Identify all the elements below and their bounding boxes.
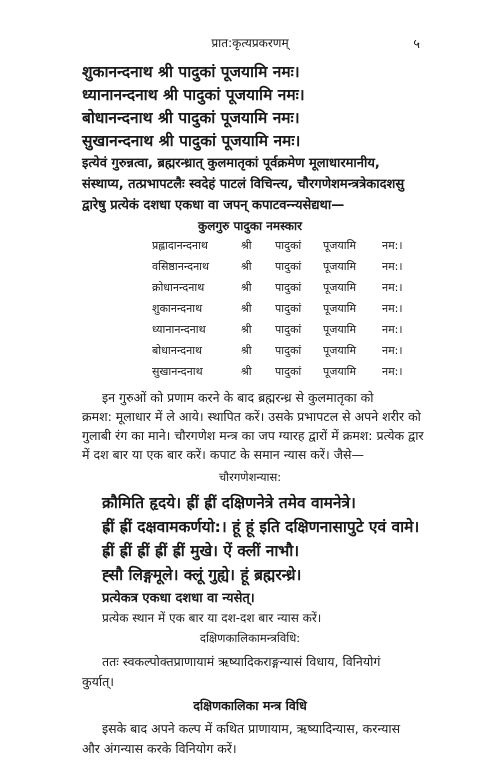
final-line-cont: और अंगन्यास करके विनियोग करें। (82, 741, 237, 756)
top-mantra-line: शुकानन्दनाथ श्री पादुकां पूजयामि नमः। (82, 63, 300, 81)
pratyekatra-line: प्रत्येकत्र एकधा दशधा वा न्यसेत्। (102, 591, 255, 606)
mantra-pujayami: पूजयामि (323, 260, 357, 273)
hindi-paragraph-line: गुलाबी रंग का माने। चौरगणेश मन्त्र का जप ग्यारह द्वारों में क्रमश: प्रत्येक द्वार (82, 428, 424, 443)
dakshinkalika-heading: दक्षिणकालिकामन्त्रविधि: (199, 631, 301, 645)
kulguru-mantra-row (0, 343, 500, 361)
mantra-shri: श्री (241, 260, 252, 273)
mantra-pujayami: पूजयामि (323, 323, 357, 336)
mantra-shri: श्री (241, 281, 252, 294)
page-header (0, 32, 500, 52)
mantra-shri: श्री (241, 323, 252, 336)
mantra-name: वसिष्ठानन्दनाथ (152, 260, 210, 273)
final-line: इसके बाद अपने कल्प में कथित प्राणायाम, ऋष्यादिन्यास, करन्यास (102, 721, 401, 736)
chaurganesh-line: ह्सौ लिङ्गमूले। क्लूं गुह्ये। हूं ब्रह्मरन्ध्रे। (102, 566, 302, 584)
kulguru-mantra-row (0, 259, 500, 277)
mantra-shri: श्री (241, 302, 252, 315)
mantra-paduka: पादुकां (275, 302, 302, 315)
mantra-paduka: पादुकां (275, 365, 302, 378)
mantra-pujayami: पूजयामि (323, 344, 357, 357)
header-title: प्रात:कृत्यप्रकरणम् (211, 36, 289, 50)
chaurganesh-line: ह्रीं ह्रीं दक्षवामकर्णयो:। हूं हूं इति दक्षिणनासापुटे एवं वामे। (102, 518, 420, 536)
chaurganesh-heading: चौरगणेशन्यास: (218, 470, 282, 484)
mantra-namah: नम:। (382, 344, 403, 357)
hindi-paragraph-line: क्रमश: मूलाधार में ले आये। स्थापित करें। उसके प्रभापटल से अपने शरीर को (82, 409, 421, 424)
mantra-pujayami: पूजयामि (323, 281, 357, 294)
mantra-paduka: पादुकां (275, 323, 302, 336)
mantra-paduka: पादुकां (275, 344, 302, 357)
top-mantra-line: सुखानन्दनाथ श्री पादुकां पूजयामि नमः। (82, 132, 301, 150)
mantra-pujayami: पूजयामि (323, 365, 357, 378)
mantra-name: ध्यानानन्दनाथ (152, 323, 206, 336)
top-mantra-line: ध्यानानन्दनाथ श्री पादुकां पूजयामि नमः। (82, 86, 305, 104)
sanskrit-paragraph-line: द्वारेषु प्रत्येकं दशधा एकधा वा जपन् कपाटवन्न्यसेद्यथा— (82, 198, 345, 213)
vidhi-heading: दक्षिणकालिका मन्त्र विधि (193, 698, 307, 713)
mantra-name: क्रोधानन्दनाथ (152, 281, 205, 294)
chaurganesh-line: क्रौमिति हृदये। ह्रीं ह्रीं दक्षिणनेत्रे तमेव वामनेत्रे। (102, 494, 356, 512)
mantra-paduka: पादुकां (275, 239, 302, 252)
sanskrit-paragraph-line: संस्थाप्य, तत्प्रभापटलैः स्वदेहं पाटलं विचिन्त्य, चौरगणेशमन्त्रत्रेकादशसु (82, 177, 405, 192)
mantra-name: सुखानन्दनाथ (152, 365, 203, 378)
mantra-namah: नम:। (382, 281, 403, 294)
kulguru-mantra-row (0, 322, 500, 340)
mantra-namah: नम:। (382, 260, 403, 273)
mantra-shri: श्री (241, 239, 252, 252)
mantra-shri: श्री (241, 344, 252, 357)
tatah-line: ततः स्वकल्पोक्तप्राणायामं ऋष्यादिकराङ्गन्यासं विधाय, विनियोगं (102, 654, 381, 669)
hindi-paragraph-line: में दश बार या एक बार करें। कपाट के समान न्यास करें। जैसे— (82, 447, 364, 462)
mantra-paduka: पादुकां (275, 281, 302, 294)
chaurganesh-line: ह्रीं ह्रीं ह्रीं ह्रीं ह्रीं मुखे। ऐं क्लीं नाभौ। (102, 542, 300, 560)
page-number: ५ (413, 37, 420, 52)
kulguru-heading: कुलगुरु पादुका नमस्कार (198, 219, 302, 233)
mantra-pujayami: पूजयामि (323, 302, 357, 315)
kulguru-mantra-row (0, 238, 500, 256)
pratyek-hindi-line: प्रत्येक स्थान में एक बार या दश-दश बार न्यास करें। (102, 611, 322, 625)
kulguru-mantra-row (0, 280, 500, 298)
top-mantra-line: बोधानन्दनाथ श्री पादुकां पूजयामि नमः। (82, 109, 300, 127)
kulguru-mantra-row (0, 364, 500, 382)
mantra-name: बोधानन्दनाथ (152, 344, 203, 357)
sanskrit-paragraph-line: इत्येवं गुरुन्नत्वा, ब्रह्मरन्ध्रात् कुलमातृकां पूर्वक्रमेण मूलाधारमानीय, (82, 156, 380, 171)
mantra-shri: श्री (241, 365, 252, 378)
kulguru-mantra-row (0, 301, 500, 319)
mantra-namah: नम:। (382, 365, 403, 378)
mantra-paduka: पादुकां (275, 260, 302, 273)
mantra-namah: नम:। (382, 323, 403, 336)
mantra-name: शुकानन्दनाथ (152, 302, 203, 315)
hindi-paragraph-line: इन गुरुओं को प्रणाम करने के बाद ब्रह्मरन्ध्र से कुलमातृका को (102, 390, 374, 405)
mantra-name: प्रह्लादानन्दनाथ (152, 239, 208, 252)
tatah-line-cont: कुर्यात्। (82, 674, 114, 689)
mantra-pujayami: पूजयामि (323, 239, 357, 252)
mantra-namah: नम:। (382, 302, 403, 315)
mantra-namah: नम:। (382, 239, 403, 252)
